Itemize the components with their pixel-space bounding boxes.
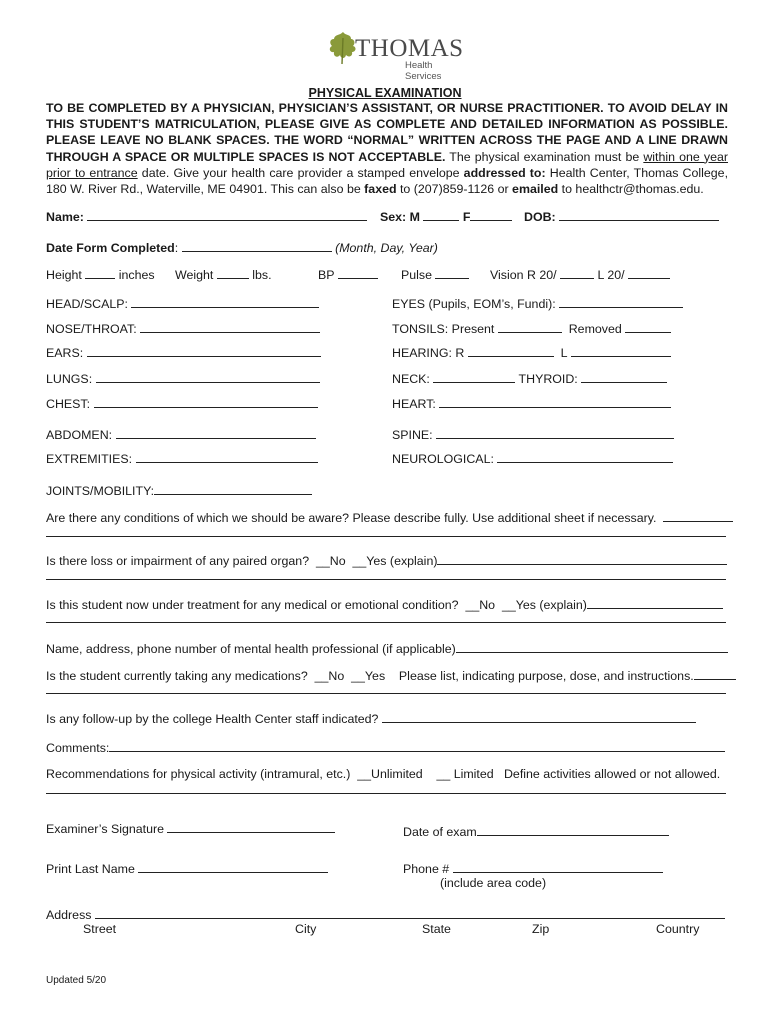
chest-field[interactable] [46,395,318,411]
address-field[interactable] [46,906,725,922]
print-last-name-label: Print Last Name [46,862,135,876]
neurological-label: NEUROLOGICAL: [392,452,494,466]
paired-organ-question[interactable] [46,552,727,568]
instructions-faxed: faxed [364,182,397,197]
instructions-text: date. Give your health care provider a stamped envelope [137,165,464,180]
mental-health-label: Name, address, phone number of mental health professional (if applicable) [46,642,456,656]
conditions-answer-line[interactable] [46,536,726,537]
eyes-field[interactable] [392,295,683,311]
medications-list-label: Please list, indicating purpose, dose, and instructions. [398,669,694,683]
medications-no[interactable]: __No [314,669,345,683]
bp-label: BP [318,268,335,282]
comments-field[interactable] [46,739,725,755]
tonsils-field[interactable] [392,320,671,336]
pulse-field[interactable] [401,266,469,282]
recommendations-label: Recommendations for physical activity (intramural, etc.) [46,767,351,781]
logo-wordmark: THOMAS [355,35,464,62]
neurological-field[interactable] [392,450,673,466]
address-label: Address [46,908,92,922]
vision-field[interactable] [490,266,670,282]
abdomen-field[interactable] [46,426,316,442]
paired-organ-yes[interactable]: __Yes (explain) [352,554,438,568]
follow-up-question[interactable] [46,710,696,726]
date-format-hint: (Month, Day, Year) [335,241,438,255]
follow-up-label: Is any follow-up by the college Health Center staff indicated? [46,712,379,726]
lungs-field[interactable] [46,370,320,386]
state-label: State [422,922,451,936]
city-label: City [295,922,317,936]
nose-throat-label: NOSE/THROAT: [46,322,137,336]
instructions-addressed: addressed to: [463,165,546,180]
spine-field[interactable] [392,426,674,442]
paired-organ-answer-line[interactable] [46,579,726,580]
treatment-question[interactable] [46,596,723,612]
height-label: Height [46,268,82,282]
conditions-label: Are there any conditions of which we should be aware? Please describe fully. Use additional sheet if necessary. [46,511,657,525]
treatment-answer-line[interactable] [46,622,726,623]
street-label: Street [83,922,117,936]
chest-label: CHEST: [46,397,91,411]
joints-mobility-field[interactable] [46,482,312,498]
print-last-name-field[interactable] [46,860,328,876]
comments-label: Comments: [46,741,110,755]
lbs-label: lbs. [252,268,272,282]
nose-throat-field[interactable] [46,320,320,336]
treatment-yes[interactable]: __Yes (explain) [501,598,587,612]
medications-answer-line[interactable] [46,693,726,694]
abdomen-label: ABDOMEN: [46,428,113,442]
date-completed-field[interactable]: Date Form Completed: (Month, Day, Year) [46,241,438,255]
instructions-emailed: emailed [512,182,559,197]
lungs-label: LUNGS: [46,372,93,386]
neck-field[interactable] [392,370,667,386]
ears-label: EARS: [46,346,84,360]
hearing-field[interactable] [392,344,671,360]
thomas-logo [325,30,464,82]
instructions-paragraph [46,100,728,197]
instructions-text: The physical examination must be [445,149,644,164]
define-activities-label: Define activities allowed or not allowed. [503,767,721,781]
heart-label: HEART: [392,397,436,411]
head-scalp-label: HEAD/SCALP: [46,297,128,311]
treatment-no[interactable]: __No [465,598,496,612]
vision-l-label: L 20/ [597,268,625,282]
neck-label: NECK: [392,372,430,386]
hearing-l-label: L [560,346,568,360]
heart-field[interactable] [392,395,671,411]
instructions-bold: TO BE COMPLETED BY A PHYSICIAN, PHYSICIAN’S ASSISTANT, OR NURSE PRACTITIONER. TO AVOID DELAY IN THIS STUDENT’S MATRICULATION, PLEASE GIVE AS COMPLETE AND DETAILED INFORMATION AS POSSIBLE. PLEASE LEAVE NO BLANK SPACES. THE WORD “NORMAL” WRITTEN ACROSS THE PAGE AND A LINE DRAWN THROUGH A SPACE OR MULTIPLE SPACES IS NOT ACCEPTABLE. [46,101,728,164]
extremities-field[interactable] [46,450,318,466]
medications-yes[interactable]: __Yes [351,669,386,683]
medications-question[interactable] [46,667,736,683]
conditions-question[interactable] [46,509,733,525]
pulse-label: Pulse [401,268,432,282]
updated-date: Updated 5/20 [46,975,107,986]
date-completed-label: Date Form Completed [46,241,175,255]
page-title: PHYSICAL EXAMINATION [308,86,462,100]
logo-subtitle: Health Services [405,60,442,82]
phone-field[interactable] [403,860,663,876]
sex-field[interactable] [380,208,512,224]
area-code-hint: (include area code) [440,876,547,890]
thyroid-label: THYROID: [518,372,578,386]
joints-mobility-label: JOINTS/MOBILITY: [46,484,155,498]
weight-label: Weight [175,268,214,282]
tonsils-present-label: TONSILS: Present [392,322,495,336]
inches-label: inches [118,268,155,282]
extremities-label: EXTREMITIES: [46,452,133,466]
examiner-signature-field[interactable] [46,820,335,836]
sex-m-label: Sex: M [380,210,420,224]
activity-unlimited[interactable]: __Unlimited [357,767,423,781]
paired-organ-label: Is there loss or impairment of any paired organ? [46,554,310,568]
eyes-label: EYES (Pupils, EOM’s, Fundi): [392,297,556,311]
tonsils-removed-label: Removed [568,322,622,336]
ears-field[interactable] [46,344,321,360]
vision-r-label: Vision R 20/ [490,268,557,282]
activity-limited[interactable]: __ Limited [436,767,494,781]
sex-f-label: F [462,210,471,224]
bp-field[interactable] [318,266,378,282]
height-field[interactable] [46,266,155,282]
mental-health-question[interactable] [46,640,728,656]
instructions-deadline: within one year prior to entrance [46,149,728,180]
spine-label: SPINE: [392,428,433,442]
dob-label: DOB: [524,210,556,224]
examiner-signature-label: Examiner’s Signature [46,822,165,836]
name-label: Name: [46,210,84,224]
recommendations-answer-line[interactable] [46,793,726,794]
instructions-address: Health Center, Thomas College, 180 W. River Rd., Waterville, ME 04901. This can also be [46,165,729,197]
phone-label: Phone # [403,862,450,876]
paired-organ-no[interactable]: __No [315,554,346,568]
dob-field[interactable] [524,208,719,224]
weight-field[interactable] [175,266,272,282]
name-field[interactable] [46,208,367,224]
zip-label: Zip [532,922,550,936]
instructions-email: to healthctr@thomas.edu. [558,182,704,197]
treatment-label: Is this student now under treatment for any medical or emotional condition? [46,598,459,612]
country-label: Country [656,922,700,936]
recommendations-question[interactable] [46,767,720,781]
date-of-exam-field[interactable] [403,823,669,839]
instructions-fax: to (207)859-1126 or [396,182,513,197]
date-of-exam-label: Date of exam [403,825,477,839]
hearing-r-label: HEARING: R [392,346,465,360]
medications-label: Is the student currently taking any medications? [46,669,308,683]
head-scalp-field[interactable] [46,295,319,311]
